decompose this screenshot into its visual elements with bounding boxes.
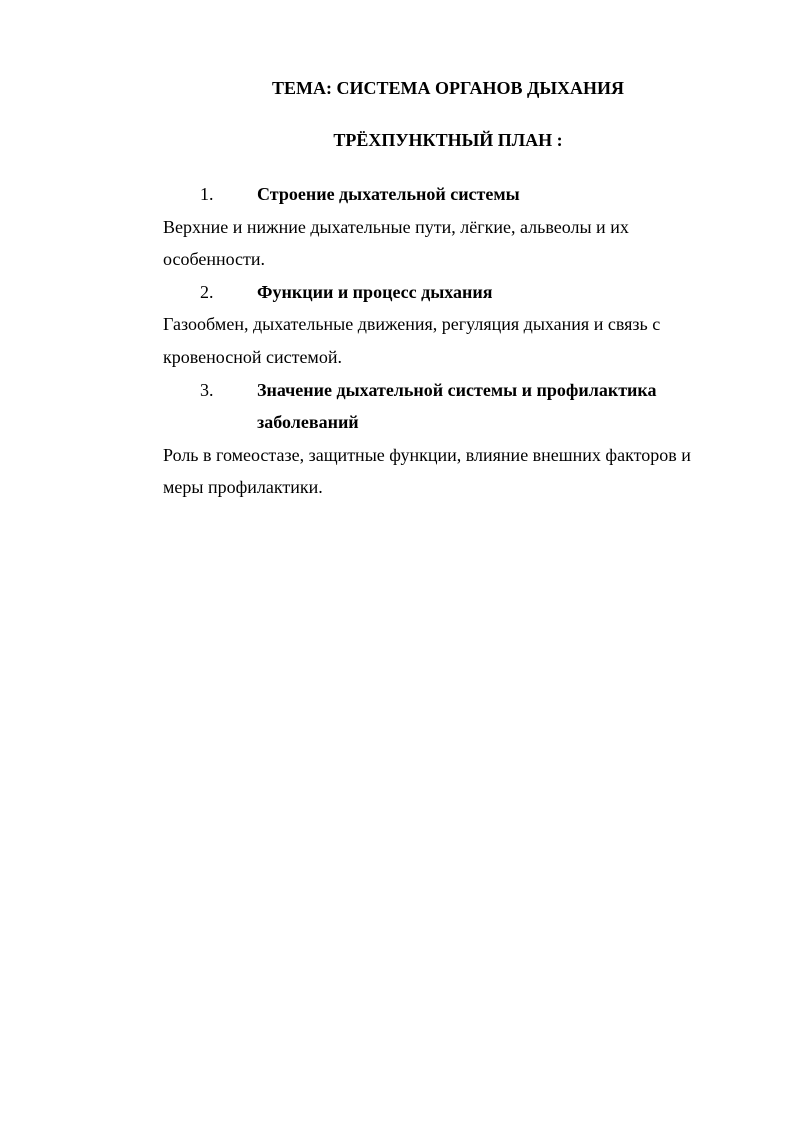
plan-item-number: 3.: [200, 379, 214, 400]
plan-item-heading-text: Функции и процесс дыхания: [257, 281, 493, 302]
plan-item: [163, 374, 725, 504]
plan-item-heading: [163, 178, 725, 211]
plan-item-heading: [163, 374, 725, 439]
plan-item-description: Роль в гомеостазе, защитные функции, влияние внешних факторов и меры профилактики.: [163, 444, 691, 498]
plan-item-number: 2.: [200, 281, 214, 302]
plan-item-heading-text: Строение дыхательной системы: [257, 184, 520, 204]
plan-item-description: Газообмен, дыхательные движения, регуляция дыхания и связь с кровеносной системой.: [163, 314, 661, 367]
plan-item-heading: [163, 276, 725, 309]
document-title: ТЕМА: СИСТЕМА ОРГАНОВ ДЫХАНИЯ: [271, 78, 625, 98]
document-subtitle: ТРЁХПУНКТНЫЙ ПЛАН :: [333, 130, 563, 150]
plan-item: [163, 276, 725, 374]
plan-list: [163, 178, 725, 504]
plan-item-heading-text: Значение дыхательной системы и профилактика заболеваний: [257, 379, 657, 433]
plan-item: [163, 178, 725, 276]
plan-item-number: 1.: [200, 184, 214, 204]
plan-item-description: Верхние и нижние дыхательные пути, лёгкие, альвеолы и их особенности.: [163, 216, 629, 270]
